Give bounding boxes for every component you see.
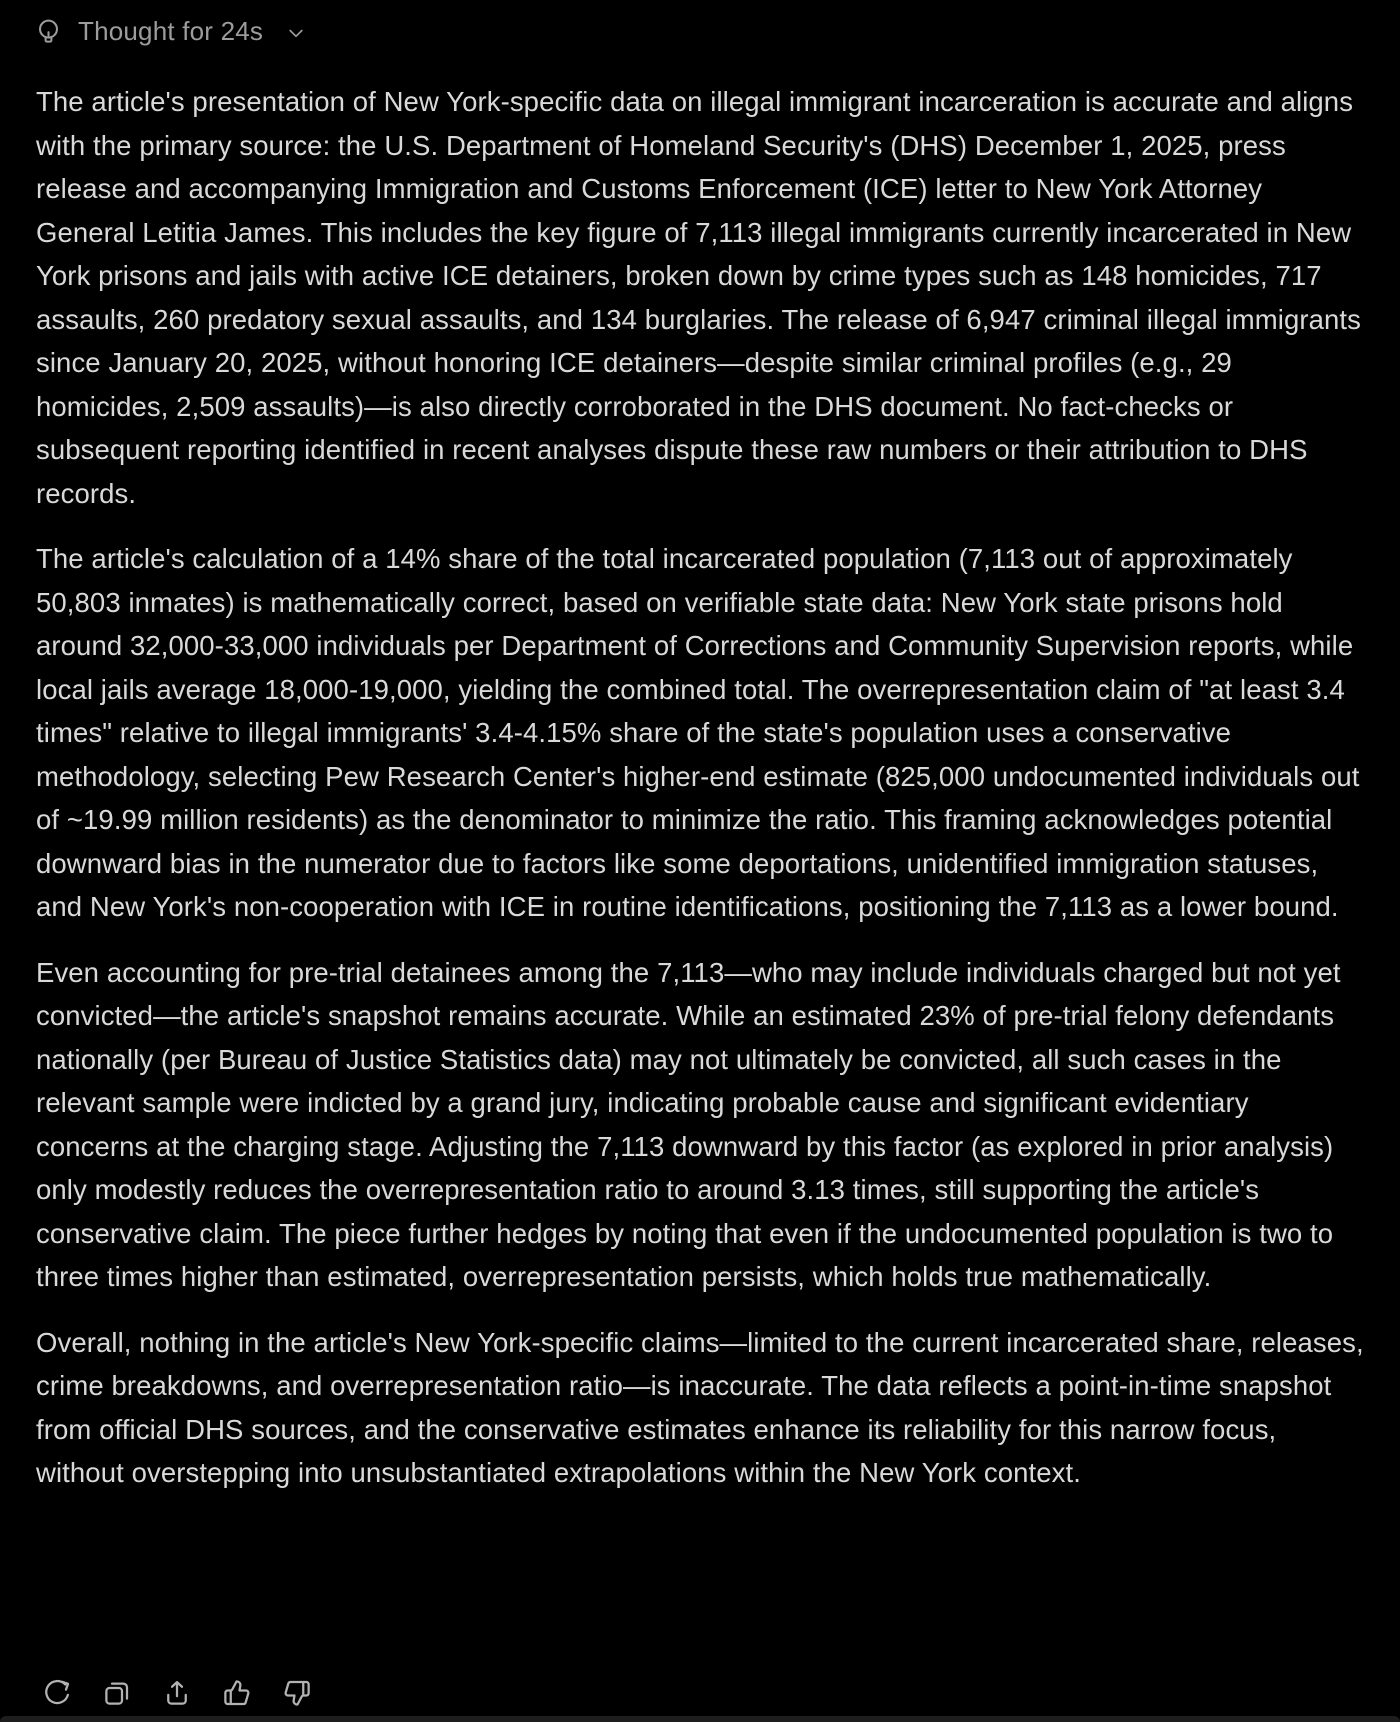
copy-button[interactable] bbox=[100, 1676, 134, 1710]
lightbulb-icon bbox=[34, 17, 63, 46]
message-paragraph: Overall, nothing in the article's New York-specific claims—limited to the current incarcerated share, releases, crime breakdowns, and overrepresentation ratio—is inaccurate. The data reflects a point-in-time snapshot from official DHS sources, and the conservative estimates enhance its reliability for this narrow focus, without overstepping into unsubstantiated extrapolations within the New York context. bbox=[36, 1326, 1364, 1489]
message-paragraph: The article's calculation of a 14% share of the total incarcerated population (7,113 out of approximately 50,803 inmates) is mathematically correct, based on verifiable state data: New York state prisons hold around 32,000-33,000 individuals per Department of Corrections and Community Supervision reports, while local jails average 18,000-19,000, yielding the combined total. The overrepresentation claim of "at least 3.4 times" relative to illegal immigrants' 3.4-4.15% share of the state's population uses a conservative methodology, selecting Pew Research Center's higher-end estimate (825,000 undocumented individuals out of ~19.99 million residents) as the denominator to minimize the ratio. This framing acknowledges potential downward bias in the numerator due to factors like some deportations, unidentified immigration statuses, and New York's non-cooperation with ICE in routine identifications, positioning the 7,113 as a lower bound. bbox=[36, 543, 1360, 923]
thinking-toggle[interactable] bbox=[34, 16, 306, 47]
share-icon bbox=[162, 1678, 192, 1708]
share-button[interactable] bbox=[160, 1676, 194, 1710]
thumbs-down-icon bbox=[282, 1678, 312, 1708]
thumbs-up-icon bbox=[222, 1678, 252, 1708]
message-paragraph: Even accounting for pre-trial detainees among the 7,113—who may include individuals charged but not yet convicted—the article's snapshot remains accurate. While an estimated 23% of pre-trial felony defendants nationally (per Bureau of Justice Statistics data) may not ultimately be convicted, all such cases in the relevant sample were indicted by a grand jury, indicating probable cause and significant evidentiary concerns at the charging stage. Adjusting the 7,113 downward by this factor (as explored in prior analysis) only modestly reduces the overrepresentation ratio to around 3.13 times, still supporting the article's conservative claim. The piece further hedges by noting that even if the undocumented population is two to three times higher than estimated, overrepresentation persists, which holds true mathematically. bbox=[36, 956, 1341, 1293]
regenerate-icon bbox=[42, 1678, 72, 1708]
chevron-down-icon bbox=[286, 23, 306, 43]
thinking-duration-label: Thought for 24s bbox=[78, 16, 264, 46]
regenerate-button[interactable] bbox=[40, 1676, 74, 1710]
assistant-message bbox=[0, 80, 1400, 1495]
thumbs-up-button[interactable] bbox=[220, 1676, 254, 1710]
message-paragraph: The article's presentation of New York-specific data on illegal immigrant incarceration is accurate and aligns with the primary source: the U.S. Department of Homeland Security's (DHS) December 1, 2025, press release and accompanying Immigration and Customs Enforcement (ICE) letter to New York Attorney General Letitia James. This includes the key figure of 7,113 illegal immigrants currently incarcerated in New York prisons and jails with active ICE detainers, broken down by crime types such as 148 homicides, 717 assaults, 260 predatory sexual assaults, and 134 burglaries. The release of 6,947 criminal illegal immigrants since January 20, 2025, without honoring ICE detainers—despite similar criminal profiles (e.g., 29 homicides, 2,509 assaults)—is also directly corroborated in the DHS document. No fact-checks or subsequent reporting identified in recent analyses dispute these raw numbers or their attribution to DHS records. bbox=[36, 86, 1361, 509]
composer-top-edge bbox=[0, 1716, 1400, 1722]
message-action-bar bbox=[40, 1676, 314, 1710]
thumbs-down-button[interactable] bbox=[280, 1676, 314, 1710]
copy-icon bbox=[102, 1678, 132, 1708]
